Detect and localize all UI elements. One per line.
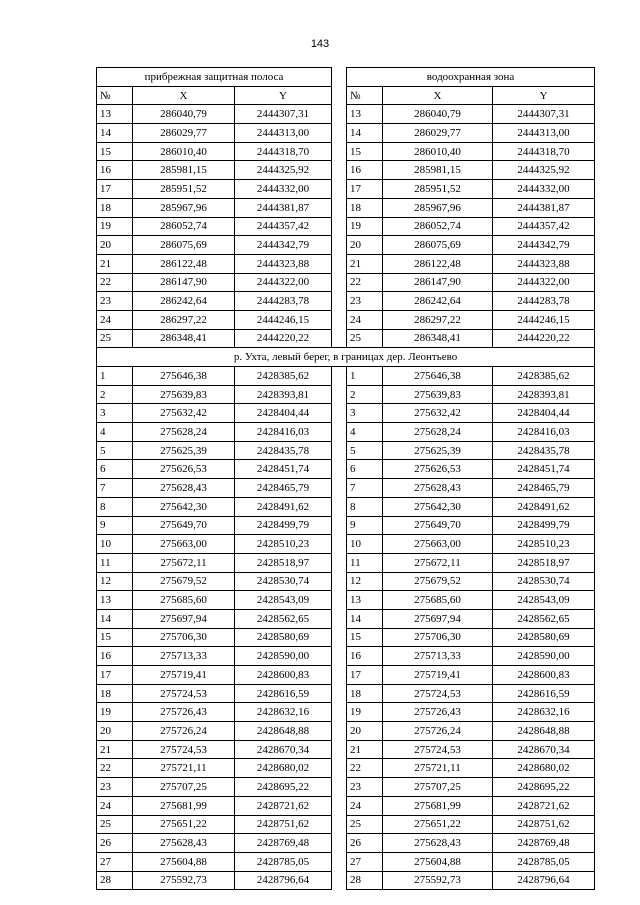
section-title: р. Ухта, левый берег, в границах дер. Леонтьево	[97, 348, 595, 367]
right-y-value: 2428648,88	[493, 722, 595, 741]
right-y-value: 2428518,97	[493, 553, 595, 572]
right-point-number: 10	[347, 535, 383, 554]
left-point-number: 24	[97, 310, 133, 329]
right-y-value: 2428721,62	[493, 796, 595, 815]
left-x-value: 275697,94	[133, 609, 235, 628]
left-point-number: 9	[97, 516, 133, 535]
right-point-number: 24	[347, 796, 383, 815]
left-point-number: 25	[97, 329, 133, 348]
left-x-value: 286297,22	[133, 310, 235, 329]
right-x-value: 275663,00	[383, 535, 493, 554]
right-y-value: 2428530,74	[493, 572, 595, 591]
right-x-value: 286297,22	[383, 310, 493, 329]
right-x-value: 286348,41	[383, 329, 493, 348]
right-x-value: 275626,53	[383, 460, 493, 479]
right-point-number: 19	[347, 703, 383, 722]
right-y-value: 2444318,70	[493, 142, 595, 161]
right-y-value: 2428499,79	[493, 516, 595, 535]
right-x-value: 275685,60	[383, 591, 493, 610]
right-x-value: 286122,48	[383, 254, 493, 273]
right-y-value: 2428435,78	[493, 441, 595, 460]
right-y-value: 2444325,92	[493, 161, 595, 180]
left-x-value: 275672,11	[133, 553, 235, 572]
right-y-value: 2428600,83	[493, 666, 595, 685]
left-point-number: 12	[97, 572, 133, 591]
right-x-value: 286040,79	[383, 105, 493, 124]
left-y-value: 2428465,79	[235, 479, 332, 498]
right-point-number: 12	[347, 572, 383, 591]
left-x-value: 285981,15	[133, 161, 235, 180]
left-point-number: 19	[97, 217, 133, 236]
left-y-value: 2428385,62	[235, 367, 332, 386]
right-point-number: 22	[347, 273, 383, 292]
right-y-value: 2444357,42	[493, 217, 595, 236]
right-point-number: 11	[347, 553, 383, 572]
left-y-value: 2444332,00	[235, 180, 332, 199]
left-x-value: 275592,73	[133, 871, 235, 890]
right-y-value: 2428796,64	[493, 871, 595, 890]
right-point-number: 17	[347, 666, 383, 685]
left-y-value: 2428796,64	[235, 871, 332, 890]
group-header-row	[97, 68, 595, 87]
left-y-value: 2428721,62	[235, 796, 332, 815]
left-y-value: 2428600,83	[235, 666, 332, 685]
right-x-value: 275639,83	[383, 385, 493, 404]
left-y-value: 2428518,97	[235, 553, 332, 572]
right-point-number: 5	[347, 441, 383, 460]
left-y-value: 2428499,79	[235, 516, 332, 535]
right-x-value: 275632,42	[383, 404, 493, 423]
left-y-value: 2428530,74	[235, 572, 332, 591]
right-point-number: 23	[347, 778, 383, 797]
left-x-value: 275625,39	[133, 441, 235, 460]
right-y-value: 2428510,23	[493, 535, 595, 554]
left-y-value: 2428451,74	[235, 460, 332, 479]
left-y-value: 2428751,62	[235, 815, 332, 834]
right-y-value: 2428670,34	[493, 740, 595, 759]
right-y-value: 2444307,31	[493, 105, 595, 124]
right-x-value: 275706,30	[383, 628, 493, 647]
left-x-value: 286147,90	[133, 273, 235, 292]
right-point-number: 4	[347, 423, 383, 442]
left-x-value: 275649,70	[133, 516, 235, 535]
right-y-value: 2428632,16	[493, 703, 595, 722]
left-y-value: 2428404,44	[235, 404, 332, 423]
left-y-value: 2428562,65	[235, 609, 332, 628]
left-point-number: 19	[97, 703, 133, 722]
left-y-value: 2444220,22	[235, 329, 332, 348]
right-column-y-header: Y	[493, 86, 595, 105]
right-x-value: 275628,43	[383, 479, 493, 498]
left-x-value: 275632,42	[133, 404, 235, 423]
table-row	[97, 367, 595, 386]
left-y-value: 2444357,42	[235, 217, 332, 236]
right-x-value: 275628,24	[383, 423, 493, 442]
left-x-value: 275685,60	[133, 591, 235, 610]
left-y-value: 2428393,81	[235, 385, 332, 404]
left-x-value: 275628,24	[133, 423, 235, 442]
right-column-x-header: X	[383, 86, 493, 105]
right-column-number-header: №	[347, 86, 383, 105]
left-x-value: 275726,43	[133, 703, 235, 722]
section-title-row	[97, 348, 595, 367]
left-y-value: 2428543,09	[235, 591, 332, 610]
left-x-value: 285967,96	[133, 198, 235, 217]
right-y-value: 2428451,74	[493, 460, 595, 479]
right-point-number: 20	[347, 236, 383, 255]
right-y-value: 2444322,00	[493, 273, 595, 292]
right-point-number: 21	[347, 740, 383, 759]
right-x-value: 286010,40	[383, 142, 493, 161]
right-point-number: 17	[347, 180, 383, 199]
right-x-value: 275707,25	[383, 778, 493, 797]
right-y-value: 2444313,00	[493, 124, 595, 143]
right-point-number: 21	[347, 254, 383, 273]
left-y-value: 2444322,00	[235, 273, 332, 292]
coordinates-table-body	[97, 68, 595, 890]
left-x-value: 275706,30	[133, 628, 235, 647]
left-y-value: 2428510,23	[235, 535, 332, 554]
right-y-value: 2444220,22	[493, 329, 595, 348]
right-point-number: 14	[347, 124, 383, 143]
right-x-value: 286147,90	[383, 273, 493, 292]
left-point-number: 2	[97, 385, 133, 404]
left-point-number: 10	[97, 535, 133, 554]
right-x-value: 275679,52	[383, 572, 493, 591]
left-x-value: 275679,52	[133, 572, 235, 591]
left-y-value: 2444313,00	[235, 124, 332, 143]
left-x-value: 275724,53	[133, 684, 235, 703]
left-y-value: 2428648,88	[235, 722, 332, 741]
right-x-value: 275625,39	[383, 441, 493, 460]
left-x-value: 275681,99	[133, 796, 235, 815]
left-point-number: 16	[97, 647, 133, 666]
right-point-number: 18	[347, 684, 383, 703]
right-x-value: 275719,41	[383, 666, 493, 685]
left-x-value: 286348,41	[133, 329, 235, 348]
left-point-number: 15	[97, 628, 133, 647]
right-x-value: 275649,70	[383, 516, 493, 535]
right-y-value: 2444246,15	[493, 310, 595, 329]
right-point-number: 28	[347, 871, 383, 890]
left-x-value: 275663,00	[133, 535, 235, 554]
right-y-value: 2428562,65	[493, 609, 595, 628]
right-point-number: 16	[347, 161, 383, 180]
right-x-value: 275713,33	[383, 647, 493, 666]
right-x-value: 275724,53	[383, 740, 493, 759]
right-y-value: 2428769,48	[493, 834, 595, 853]
right-y-value: 2444283,78	[493, 292, 595, 311]
left-group-title: прибрежная защитная полоса	[97, 68, 332, 87]
right-x-value: 275724,53	[383, 684, 493, 703]
right-x-value: 275646,38	[383, 367, 493, 386]
left-point-number: 4	[97, 423, 133, 442]
right-point-number: 6	[347, 460, 383, 479]
right-y-value: 2428416,03	[493, 423, 595, 442]
left-y-value: 2428590,00	[235, 647, 332, 666]
left-y-value: 2444325,92	[235, 161, 332, 180]
right-x-value: 286242,64	[383, 292, 493, 311]
left-x-value: 286242,64	[133, 292, 235, 311]
right-point-number: 24	[347, 310, 383, 329]
left-y-value: 2428616,59	[235, 684, 332, 703]
left-point-number: 23	[97, 778, 133, 797]
right-x-value: 275721,11	[383, 759, 493, 778]
left-column-y-header: Y	[235, 86, 332, 105]
left-x-value: 286040,79	[133, 105, 235, 124]
right-x-value: 285967,96	[383, 198, 493, 217]
left-point-number: 6	[97, 460, 133, 479]
left-point-number: 24	[97, 796, 133, 815]
left-point-number: 23	[97, 292, 133, 311]
right-y-value: 2428580,69	[493, 628, 595, 647]
right-y-value: 2428491,62	[493, 497, 595, 516]
left-point-number: 21	[97, 740, 133, 759]
left-point-number: 27	[97, 852, 133, 871]
left-x-value: 275726,24	[133, 722, 235, 741]
right-x-value: 275697,94	[383, 609, 493, 628]
left-y-value: 2444283,78	[235, 292, 332, 311]
left-point-number: 14	[97, 609, 133, 628]
table-gap	[332, 68, 347, 348]
left-x-value: 286075,69	[133, 236, 235, 255]
right-x-value: 275604,88	[383, 852, 493, 871]
left-point-number: 18	[97, 684, 133, 703]
right-y-value: 2428590,00	[493, 647, 595, 666]
left-point-number: 13	[97, 105, 133, 124]
left-x-value: 275604,88	[133, 852, 235, 871]
left-y-value: 2428670,34	[235, 740, 332, 759]
right-point-number: 18	[347, 198, 383, 217]
right-x-value: 275592,73	[383, 871, 493, 890]
left-x-value: 275628,43	[133, 834, 235, 853]
left-x-value: 275719,41	[133, 666, 235, 685]
right-x-value: 285951,52	[383, 180, 493, 199]
left-point-number: 14	[97, 124, 133, 143]
left-point-number: 28	[97, 871, 133, 890]
left-point-number: 17	[97, 666, 133, 685]
right-y-value: 2428543,09	[493, 591, 595, 610]
right-point-number: 27	[347, 852, 383, 871]
left-point-number: 1	[97, 367, 133, 386]
left-point-number: 20	[97, 722, 133, 741]
left-y-value: 2444318,70	[235, 142, 332, 161]
left-y-value: 2428491,62	[235, 497, 332, 516]
left-point-number: 15	[97, 142, 133, 161]
table-gap	[332, 367, 347, 890]
left-y-value: 2444323,88	[235, 254, 332, 273]
right-y-value: 2444381,87	[493, 198, 595, 217]
left-x-value: 275642,30	[133, 497, 235, 516]
right-point-number: 20	[347, 722, 383, 741]
right-point-number: 15	[347, 142, 383, 161]
right-y-value: 2428751,62	[493, 815, 595, 834]
right-x-value: 286029,77	[383, 124, 493, 143]
left-point-number: 21	[97, 254, 133, 273]
left-x-value: 275707,25	[133, 778, 235, 797]
right-x-value: 275726,24	[383, 722, 493, 741]
right-point-number: 1	[347, 367, 383, 386]
left-point-number: 11	[97, 553, 133, 572]
left-point-number: 3	[97, 404, 133, 423]
right-x-value: 275651,22	[383, 815, 493, 834]
right-y-value: 2428465,79	[493, 479, 595, 498]
right-point-number: 8	[347, 497, 383, 516]
left-x-value: 286010,40	[133, 142, 235, 161]
right-point-number: 23	[347, 292, 383, 311]
left-point-number: 18	[97, 198, 133, 217]
left-x-value: 275639,83	[133, 385, 235, 404]
left-column-number-header: №	[97, 86, 133, 105]
right-y-value: 2428680,02	[493, 759, 595, 778]
right-point-number: 13	[347, 105, 383, 124]
left-y-value: 2444246,15	[235, 310, 332, 329]
right-point-number: 9	[347, 516, 383, 535]
left-x-value: 275651,22	[133, 815, 235, 834]
right-point-number: 16	[347, 647, 383, 666]
right-y-value: 2428616,59	[493, 684, 595, 703]
left-y-value: 2428695,22	[235, 778, 332, 797]
left-x-value: 285951,52	[133, 180, 235, 199]
left-y-value: 2428785,05	[235, 852, 332, 871]
left-x-value: 275713,33	[133, 647, 235, 666]
right-y-value: 2428404,44	[493, 404, 595, 423]
right-x-value: 275726,43	[383, 703, 493, 722]
left-y-value: 2428680,02	[235, 759, 332, 778]
left-x-value: 275646,38	[133, 367, 235, 386]
left-point-number: 13	[97, 591, 133, 610]
right-y-value: 2428385,62	[493, 367, 595, 386]
left-y-value: 2428580,69	[235, 628, 332, 647]
left-y-value: 2428416,03	[235, 423, 332, 442]
left-y-value: 2444307,31	[235, 105, 332, 124]
left-x-value: 286122,48	[133, 254, 235, 273]
left-column-x-header: X	[133, 86, 235, 105]
left-x-value: 286029,77	[133, 124, 235, 143]
left-point-number: 22	[97, 273, 133, 292]
right-point-number: 15	[347, 628, 383, 647]
left-y-value: 2444381,87	[235, 198, 332, 217]
right-x-value: 286052,74	[383, 217, 493, 236]
left-point-number: 17	[97, 180, 133, 199]
coordinates-table	[96, 67, 595, 890]
right-point-number: 22	[347, 759, 383, 778]
left-x-value: 275628,43	[133, 479, 235, 498]
right-x-value: 275642,30	[383, 497, 493, 516]
right-x-value: 275672,11	[383, 553, 493, 572]
right-x-value: 285981,15	[383, 161, 493, 180]
right-y-value: 2444332,00	[493, 180, 595, 199]
left-x-value: 275626,53	[133, 460, 235, 479]
left-point-number: 20	[97, 236, 133, 255]
right-point-number: 19	[347, 217, 383, 236]
right-point-number: 13	[347, 591, 383, 610]
right-y-value: 2428785,05	[493, 852, 595, 871]
right-point-number: 25	[347, 329, 383, 348]
right-y-value: 2428695,22	[493, 778, 595, 797]
right-x-value: 286075,69	[383, 236, 493, 255]
page-number: 143	[310, 38, 330, 50]
right-group-title: водоохранная зона	[347, 68, 595, 87]
right-point-number: 2	[347, 385, 383, 404]
left-point-number: 5	[97, 441, 133, 460]
right-y-value: 2444323,88	[493, 254, 595, 273]
right-point-number: 3	[347, 404, 383, 423]
left-x-value: 275724,53	[133, 740, 235, 759]
left-point-number: 22	[97, 759, 133, 778]
right-y-value: 2444342,79	[493, 236, 595, 255]
left-point-number: 16	[97, 161, 133, 180]
right-point-number: 26	[347, 834, 383, 853]
right-point-number: 14	[347, 609, 383, 628]
left-point-number: 7	[97, 479, 133, 498]
left-x-value: 275721,11	[133, 759, 235, 778]
right-y-value: 2428393,81	[493, 385, 595, 404]
right-x-value: 275681,99	[383, 796, 493, 815]
left-point-number: 8	[97, 497, 133, 516]
left-point-number: 25	[97, 815, 133, 834]
left-y-value: 2428769,48	[235, 834, 332, 853]
right-x-value: 275628,43	[383, 834, 493, 853]
right-point-number: 7	[347, 479, 383, 498]
left-y-value: 2428632,16	[235, 703, 332, 722]
left-x-value: 286052,74	[133, 217, 235, 236]
left-y-value: 2428435,78	[235, 441, 332, 460]
left-point-number: 26	[97, 834, 133, 853]
right-point-number: 25	[347, 815, 383, 834]
left-y-value: 2444342,79	[235, 236, 332, 255]
